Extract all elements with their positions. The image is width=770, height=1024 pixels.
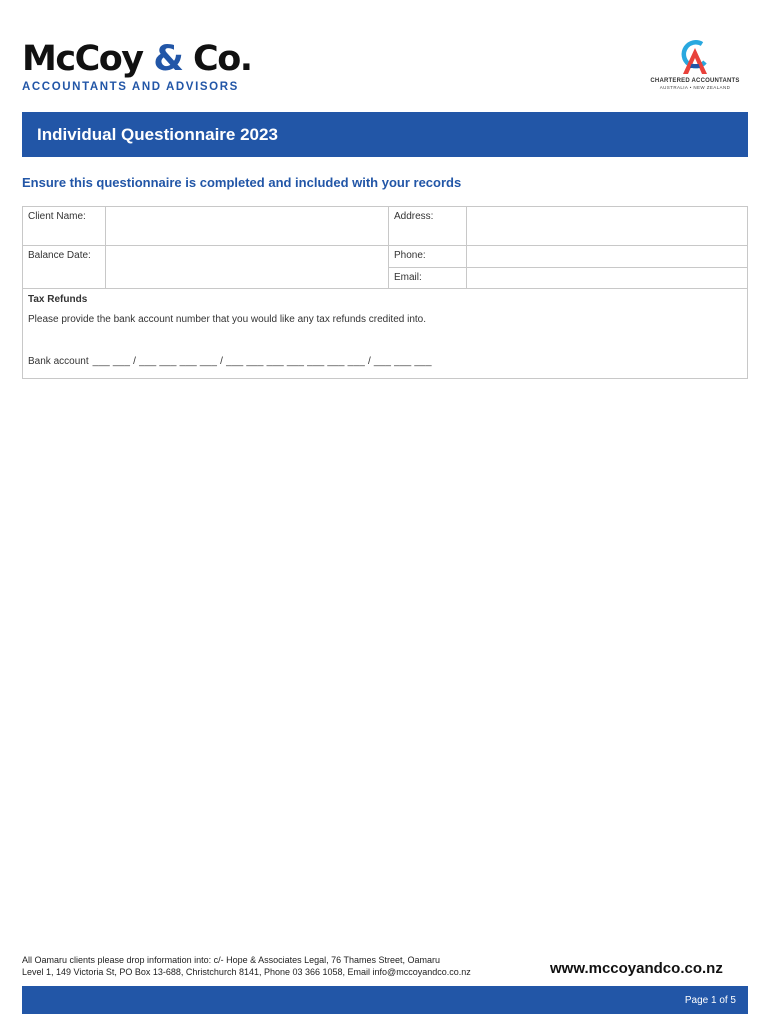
tax-refunds-title: Tax Refunds: [28, 294, 88, 305]
instruction-text: Ensure this questionnaire is completed and included with your records: [22, 175, 462, 190]
form-row-client: [23, 207, 747, 246]
contact-stack: [389, 246, 747, 288]
balance-date-label: Balance Date:: [23, 246, 106, 288]
page-number: Page 1 of 5: [684, 994, 736, 1006]
address-label: Address:: [389, 207, 467, 245]
logo-name-part2: Co.: [193, 39, 252, 79]
phone-label: Phone:: [389, 246, 467, 267]
client-details-form: [22, 206, 748, 379]
page-title: Individual Questionnaire 2023: [37, 124, 278, 144]
ca-badge-region: AUSTRALIA • NEW ZEALAND: [659, 85, 731, 90]
client-name-label: Client Name:: [23, 207, 106, 245]
footer-line-1: All Oamaru clients please drop information into: c/- Hope & Associates Legal, 76 Thames Street, Oamaru: [22, 955, 441, 965]
phone-field[interactable]: [467, 246, 747, 267]
email-label: Email:: [389, 268, 467, 289]
company-logo: [22, 40, 282, 93]
form-row-email: [389, 267, 747, 289]
email-field[interactable]: [467, 268, 747, 289]
bank-account-line: [28, 356, 432, 367]
logo-ampersand: &: [153, 39, 183, 79]
title-banner: [22, 112, 748, 157]
footer-bar: [22, 986, 748, 1014]
chartered-accountants-badge: [640, 38, 750, 90]
ca-logo-icon: [675, 38, 715, 76]
footer-website: www.mccoyandco.co.nz: [550, 960, 723, 977]
balance-date-field[interactable]: [106, 246, 389, 288]
form-row-balance: [23, 246, 747, 289]
logo-tagline: ACCOUNTANTS AND ADVISORS: [22, 81, 239, 93]
tax-refunds-text: Please provide the bank account number that you would like any tax refunds credited into.: [28, 314, 427, 325]
address-field[interactable]: [467, 207, 747, 245]
logo-name-part1: McCoy: [22, 39, 143, 79]
footer-address: [22, 954, 471, 978]
bank-account-label: Bank account: [28, 356, 89, 367]
form-row-phone: [389, 246, 747, 267]
logo-wordmark: [22, 40, 282, 78]
tax-refunds-section: [23, 289, 747, 378]
client-name-field[interactable]: [106, 207, 389, 245]
bank-account-field[interactable]: ___ ___ / ___ ___ ___ ___ / ___ ___ ___ ___ ___ ___ ___ / ___ ___ ___: [92, 356, 432, 367]
footer-line-2: Level 1, 149 Victoria St, PO Box 13-688, Christchurch 8141, Phone 03 366 1058, Email info@mccoyandco.co.nz: [22, 967, 471, 977]
ca-badge-title: CHARTERED ACCOUNTANTS: [650, 78, 740, 84]
